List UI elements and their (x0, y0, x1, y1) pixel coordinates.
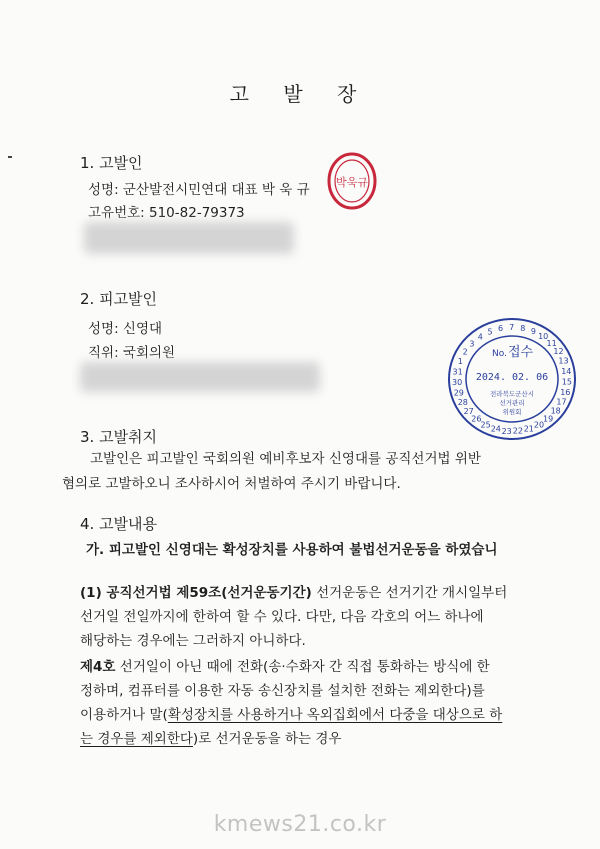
section-heading-complainant: 1. 고발인 (80, 154, 143, 172)
stamp-office-1: 전라북도군산시 (490, 390, 534, 398)
law-paragraph-1-line-3: 해당하는 경우에는 그러하지 아니하다. (80, 633, 306, 649)
stamp-day-number: 16 (560, 387, 571, 397)
accused-name: 성명: 신영대 (88, 321, 163, 337)
stamp-day-number: 5 (487, 327, 493, 337)
stamp-day-number: 1 (457, 357, 463, 367)
clause-text-suffix: )로 선거운동을 하는 경우 (192, 731, 342, 747)
law-paragraph-2-line-1 (80, 655, 490, 675)
stamp-office-3: 위원회 (502, 408, 522, 416)
stamp-day-number: 13 (558, 356, 569, 366)
stamp-day-number: 10 (538, 332, 549, 342)
stamp-day-number: 31 (452, 367, 463, 377)
stamp-day-number: 17 (556, 397, 567, 407)
complainant-id-number: 고유번호: 510-82-79373 (88, 205, 245, 221)
complainant-name: 성명: 군산발전시민연대 대표 박 욱 규 (88, 182, 310, 198)
stamp-day-number: 14 (561, 366, 572, 376)
law-paragraph-2-line-3 (80, 703, 502, 723)
stamp-day-number: 25 (480, 420, 491, 430)
stamp-day-number: 15 (561, 377, 572, 387)
section-heading-accused: 2. 피고발인 (80, 290, 158, 308)
section-heading-details: 4. 고발내용 (80, 515, 158, 533)
receipt-stamp (446, 316, 578, 442)
law-article-reference: (1) 공직선거법 제59조(선거운동기간) (80, 585, 312, 601)
stamp-day-number: 2 (462, 347, 468, 357)
seal-text: 박욱규 (336, 176, 368, 189)
stamp-day-number: 7 (509, 323, 515, 332)
stamp-day-number: 18 (550, 406, 561, 416)
details-sub-a: 가. 피고발인 신영대는 확성장치를 사용하여 불법선거운동을 하였습니 (86, 542, 498, 558)
stamp-day-number: 27 (463, 407, 474, 417)
scan-mark (8, 156, 12, 158)
watermark: kmews21.co.kr (213, 812, 387, 837)
redacted-info-2 (80, 362, 320, 392)
law-article-text: 선거운동은 선거기간 개시일부터 (311, 585, 508, 601)
stamp-day-number: 20 (533, 420, 545, 430)
stamp-day-number: 11 (546, 339, 557, 348)
stamp-day-number: 23 (501, 426, 512, 436)
stamp-day-number: 28 (457, 398, 468, 408)
stamp-day-number: 12 (553, 347, 564, 357)
stamp-day-number: 22 (512, 426, 523, 436)
accused-position: 직위: 국회의원 (88, 345, 176, 361)
stamp-day-number: 29 (453, 388, 464, 398)
redacted-info (84, 222, 294, 254)
purpose-line-2: 혐의로 고발하오니 조사하시어 처벌하여 주시기 바랍니다. (62, 476, 401, 492)
underlined-clause-text-end: 는 경우를 제외한다 (80, 731, 193, 747)
clause-text-prefix: 이용하거나 말( (80, 707, 168, 723)
stamp-day-number: 4 (477, 332, 483, 342)
law-paragraph-2-line-4 (80, 727, 341, 747)
purpose-line-1: 고발인은 피고발인 국회의원 예비후보자 신영대를 공직선거법 위반 (90, 451, 481, 467)
stamp-day-number: 9 (530, 327, 536, 337)
law-paragraph-2-line-2: 정하며, 컴퓨터를 이용한 자동 송신장치를 설치한 전화는 제외한다)를 (80, 683, 485, 699)
law-paragraph-1-line-1 (80, 581, 507, 601)
section-heading-purpose: 3. 고발취지 (80, 428, 158, 446)
stamp-day-number: 19 (543, 414, 554, 424)
stamp-day-number: 30 (452, 377, 463, 387)
stamp-day-number: 3 (469, 339, 475, 349)
red-seal-stamp (326, 150, 378, 212)
stamp-day-number: 21 (523, 424, 534, 434)
clause-text: 선거일이 아닌 때에 전화(송·수화자 간 직접 통화하는 방식에 한 (115, 659, 490, 675)
stamp-date: 2024. 02. 06 (475, 372, 549, 383)
law-paragraph-1-line-2: 선거일 전일까지에 한하여 할 수 있다. 다만, 다음 각호의 어느 하나에 (80, 609, 484, 625)
document-title: 고 발 장 (229, 82, 371, 106)
stamp-day-number: 6 (498, 324, 504, 334)
stamp-no-label: No. (492, 349, 507, 359)
stamp-day-number: 24 (490, 424, 501, 434)
clause-number: 제4호 (80, 659, 116, 675)
stamp-day-number: 8 (520, 324, 526, 333)
stamp-day-number: 26 (471, 414, 482, 424)
stamp-office-2: 선거관리 (499, 399, 525, 407)
stamp-label: 접수 (508, 345, 534, 360)
underlined-clause-text: 확성장치를 사용하거나 옥외집회에서 다중을 대상으로 하 (167, 707, 503, 723)
